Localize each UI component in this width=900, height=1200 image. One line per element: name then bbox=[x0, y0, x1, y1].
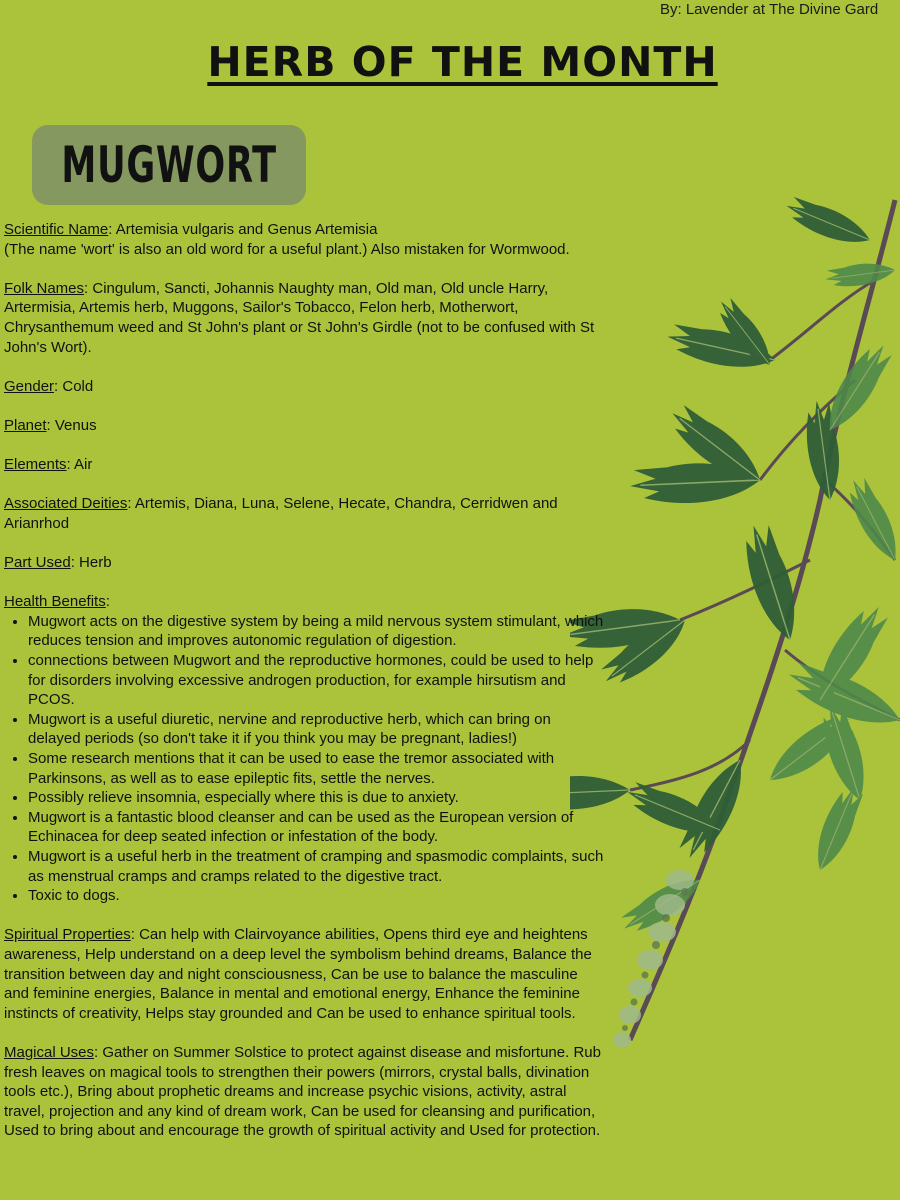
list-item: • Mugwort is a useful diuretic, nervine and reproductive herb, which can bring on delayed periods (so don't take it if you think you may be pregnant, ladies!) bbox=[28, 710, 604, 749]
list-item: • Toxic to dogs. bbox=[28, 886, 604, 906]
folk-names-value: : Cingulum, Sancti, Johannis Naughty man, Old man, Old uncle Harry, Artermisia, Artemis herb, Muggons, Sailor's Tobacco, Felon herb, Motherwort, Chrysanthemum weed and St John's plant or St John's Girdle (not to be confused with St John's Wort). bbox=[4, 279, 595, 356]
deities-label: Associated Deities bbox=[4, 495, 128, 513]
list-item: • Mugwort is a fantastic blood cleanser and can be used as the European version of Echinacea for deep seated infection or infestation of the body. bbox=[28, 808, 604, 847]
health-benefits-label: Health Benefits bbox=[4, 593, 106, 611]
mugwort-illustration bbox=[570, 180, 900, 1060]
part-used-value: : Herb bbox=[70, 554, 112, 572]
spiritual-properties-value: : Can help with Clairvoyance abilities, Opens third eye and heightens awareness, Help understand on a deep level the symbolism behind dreams, Balance the transition between day and night consciousness, Can be use to balance the masculine and feminine energies, Balance in mental and emotional energy, Enhance the feminine instincts of creativity, Helps stay grounded and Can be used to enhance spiritual tools. bbox=[4, 926, 592, 1022]
list-item: • Mugwort is a useful herb in the treatment of cramping and spasmodic complaints, such as menstrual cramps and cramps related to the digestive tract. bbox=[28, 847, 604, 886]
elements-section bbox=[4, 455, 604, 475]
magical-uses-label: Magical Uses bbox=[4, 1043, 95, 1061]
herb-name-badge bbox=[32, 125, 306, 205]
list-item: • Some research mentions that it can be used to ease the tremor associated with Parkinsons, as well as to ease epileptic fits, settle the nerves. bbox=[28, 749, 604, 788]
scientific-name-note: (The name 'wort' is also an old word for a useful plant.) Also mistaken for Wormwood. bbox=[4, 240, 570, 258]
planet-label: Planet bbox=[4, 416, 47, 434]
magical-uses-value: : Gather on Summer Solstice to protect against disease and misfortune. Rub fresh leaves on magical tools to strengthen their powers (mirrors, crystal balls, divination tools etc.), Bring about prophetic dreams and increase psychic visions, activity, astral travel, projection and any kind of dream work, Can be used for cleansing and purification, Used to bring about and encourage the growth of spiritual activity and Used for protection. bbox=[4, 1043, 601, 1140]
herb-name: MUGWORT bbox=[61, 136, 277, 194]
health-benefits-section bbox=[4, 592, 604, 906]
planet-value: : Venus bbox=[46, 416, 97, 434]
scientific-name-label: Scientific Name bbox=[4, 221, 109, 238]
part-used-label: Part Used bbox=[4, 554, 71, 572]
planet-section bbox=[4, 416, 604, 436]
list-item: • Possibly relieve insomnia, especially where this is due to anxiety. bbox=[28, 788, 604, 808]
elements-label: Elements bbox=[4, 456, 67, 474]
spiritual-properties-section bbox=[4, 925, 604, 1023]
gender-label: Gender bbox=[4, 377, 55, 395]
folk-names-label: Folk Names bbox=[4, 279, 85, 297]
herb-profile bbox=[4, 220, 604, 1161]
spiritual-properties-label: Spiritual Properties bbox=[4, 926, 131, 944]
scientific-name-section bbox=[4, 220, 604, 259]
deities-section bbox=[4, 494, 604, 533]
page-title: HERB OF THE MONTH bbox=[207, 38, 718, 86]
health-benefits-colon: : bbox=[105, 593, 110, 611]
list-item: • connections between Mugwort and the reproductive hormones, could be used to help for disorders involving excessive androgen production, for example hirsutism and PCOS. bbox=[28, 651, 604, 710]
gender-value: : Cold bbox=[54, 377, 94, 395]
magical-uses-section bbox=[4, 1043, 604, 1141]
part-used-section bbox=[4, 553, 604, 573]
scientific-name-value: : Artemisia vulgaris and Genus Artemisia bbox=[108, 221, 378, 238]
folk-names-section bbox=[4, 279, 604, 357]
byline: By: Lavender at The Divine Gard bbox=[660, 1, 879, 18]
list-item: • Mugwort acts on the digestive system by being a mild nervous system stimulant, which reduces tension and improves autonomic regulation of digestion. bbox=[28, 612, 604, 651]
deities-value: : Artemis, Diana, Luna, Selene, Hecate, Chandra, Cerridwen and Arianrhod bbox=[4, 495, 558, 532]
elements-value: : Air bbox=[66, 456, 93, 474]
health-benefits-list bbox=[4, 612, 604, 906]
gender-section bbox=[4, 377, 604, 397]
